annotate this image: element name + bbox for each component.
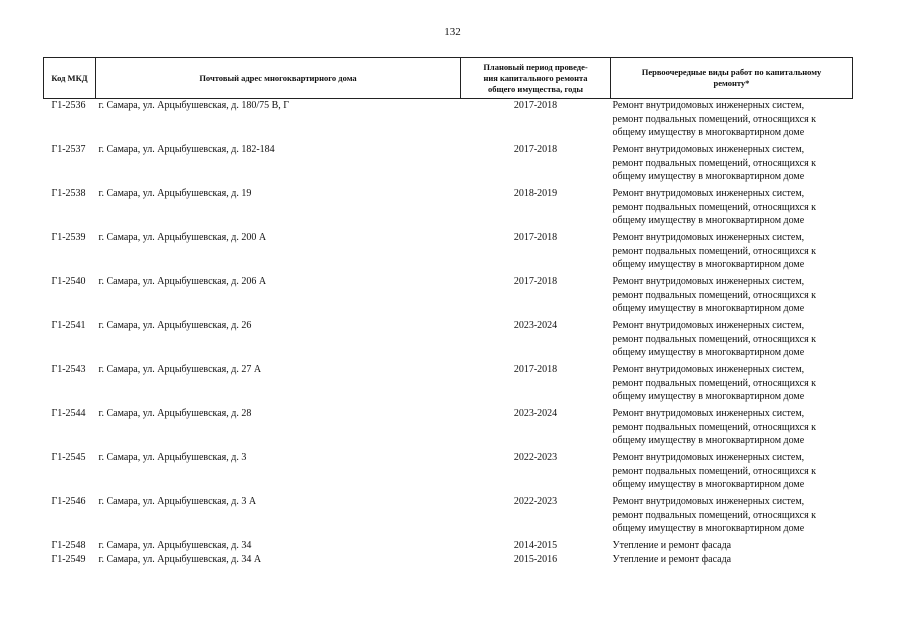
row-works-line: общему имуществу в многоквартирном доме (612, 215, 805, 226)
row-works (611, 275, 853, 319)
row-address: г. Самара, ул. Арцыбушевская, д. 3 (98, 452, 247, 463)
row-code: Г1-2543 (51, 364, 86, 375)
row-address: г. Самара, ул. Арцыбушевская, д. 27 А (98, 364, 262, 375)
row-code: Г1-2536 (51, 100, 86, 111)
row-code: Г1-2540 (51, 276, 86, 287)
row-works-line: ремонт подвальных помещений, относящихся к (612, 201, 817, 213)
row-period: 2023-2024 (513, 408, 558, 419)
row-works-line: общему имуществу в многоквартирном доме (612, 479, 805, 490)
header-works (611, 58, 853, 99)
row-works-line: Ремонт внутридомовых инженерных систем, (612, 452, 805, 463)
row-works (611, 495, 853, 539)
row-works (611, 187, 853, 231)
row-works-line: ремонт подвальных помещений, относящихся к (612, 113, 817, 125)
row-period: 2023-2024 (513, 320, 558, 331)
row-works-line: общему имуществу в многоквартирном доме (612, 523, 805, 534)
row-address: г. Самара, ул. Арцыбушевская, д. 3 А (98, 496, 257, 507)
row-works-line: Ремонт внутридомовых инженерных систем, (612, 188, 805, 199)
row-works-line: Ремонт внутридомовых инженерных систем, (612, 320, 805, 331)
row-period: 2017-2018 (513, 232, 558, 243)
table-row (44, 539, 853, 553)
row-works (611, 99, 853, 144)
row-works-line: Ремонт внутридомовых инженерных систем, (612, 408, 805, 419)
row-works-line: Ремонт внутридомовых инженерных систем, (612, 276, 805, 287)
row-works-line: Утепление и ремонт фасада (612, 554, 732, 565)
row-works-line: ремонт подвальных помещений, относящихся к (612, 421, 817, 433)
table-row (44, 319, 853, 363)
row-works (611, 363, 853, 407)
header-period-line: ния капитального ремонта (483, 72, 588, 83)
row-address: г. Самара, ул. Арцыбушевская, д. 180/75 В, Г (98, 100, 290, 111)
row-address: г. Самара, ул. Арцыбушевская, д. 19 (98, 188, 252, 199)
header-period-line: общего имущества, годы (487, 83, 584, 94)
row-period: 2022-2023 (513, 452, 558, 463)
row-period: 2017-2018 (513, 276, 558, 287)
row-works-line: Утепление и ремонт фасада (612, 540, 732, 551)
row-works-line: общему имуществу в многоквартирном доме (612, 127, 805, 138)
row-period: 2015-2016 (513, 554, 558, 565)
row-works-line: ремонт подвальных помещений, относящихся к (612, 289, 817, 301)
row-works-line: общему имуществу в многоквартирном доме (612, 435, 805, 446)
row-works-line: ремонт подвальных помещений, относящихся к (612, 377, 817, 389)
row-address: г. Самара, ул. Арцыбушевская, д. 34 А (98, 554, 262, 565)
row-code: Г1-2537 (51, 144, 86, 155)
row-period: 2017-2018 (513, 144, 558, 155)
row-code: Г1-2538 (51, 188, 86, 199)
row-works-line: ремонт подвальных помещений, относящихся к (612, 157, 817, 169)
header-period-line: Плановый период проведе- (483, 61, 588, 72)
row-code: Г1-2549 (51, 554, 86, 565)
row-works (611, 451, 853, 495)
table-row (44, 407, 853, 451)
table-row (44, 363, 853, 407)
row-works-line: Ремонт внутридомовых инженерных систем, (612, 144, 805, 155)
table-row (44, 275, 853, 319)
table-row (44, 99, 853, 144)
table-row (44, 231, 853, 275)
row-period: 2018-2019 (513, 188, 558, 199)
table-header-row (44, 58, 853, 99)
row-period: 2017-2018 (513, 364, 558, 375)
table-row (44, 553, 853, 567)
row-code: Г1-2544 (51, 408, 86, 419)
row-address: г. Самара, ул. Арцыбушевская, д. 182-184 (98, 144, 275, 155)
row-works (611, 319, 853, 363)
row-code: Г1-2539 (51, 232, 86, 243)
row-period: 2022-2023 (513, 496, 558, 507)
row-works-line: общему имуществу в многоквартирном доме (612, 171, 805, 182)
row-code: Г1-2541 (51, 320, 86, 331)
row-period: 2017-2018 (513, 100, 558, 111)
row-address: г. Самара, ул. Арцыбушевская, д. 26 (98, 320, 252, 331)
row-period: 2014-2015 (513, 540, 558, 551)
row-address: г. Самара, ул. Арцыбушевская, д. 206 А (98, 276, 267, 287)
row-works-line: ремонт подвальных помещений, относящихся к (612, 245, 817, 257)
row-code: Г1-2545 (51, 452, 86, 463)
row-address: г. Самара, ул. Арцыбушевская, д. 200 А (98, 232, 267, 243)
table-row (44, 143, 853, 187)
header-address: Почтовый адрес многоквартирного дома (96, 58, 461, 99)
row-works-line: Ремонт внутридомовых инженерных систем, (612, 232, 805, 243)
row-works-line: общему имуществу в многоквартирном доме (612, 259, 805, 270)
table-row (44, 495, 853, 539)
row-works (611, 553, 853, 567)
table-row (44, 451, 853, 495)
row-code: Г1-2546 (51, 496, 86, 507)
header-code: Код МКД (44, 58, 96, 99)
row-works-line: Ремонт внутридомовых инженерных систем, (612, 100, 805, 111)
table-body (44, 99, 853, 568)
row-works (611, 407, 853, 451)
page-number: 132 (444, 26, 461, 38)
row-works-line: ремонт подвальных помещений, относящихся к (612, 333, 817, 345)
table-row (44, 187, 853, 231)
row-works-line: ремонт подвальных помещений, относящихся к (612, 465, 817, 477)
row-address: г. Самара, ул. Арцыбушевская, д. 34 (98, 540, 252, 551)
row-address: г. Самара, ул. Арцыбушевская, д. 28 (98, 408, 252, 419)
row-works (611, 143, 853, 187)
row-works-line: Ремонт внутридомовых инженерных систем, (612, 496, 805, 507)
header-period (461, 58, 611, 99)
row-code: Г1-2548 (51, 540, 86, 551)
row-works-line: общему имуществу в многоквартирном доме (612, 347, 805, 358)
row-works (611, 539, 853, 553)
header-works-line: ремонту* (713, 78, 750, 88)
header-works-line: Первоочередные виды работ по капитальному (641, 67, 822, 77)
row-works-line: Ремонт внутридомовых инженерных систем, (612, 364, 805, 375)
row-works (611, 231, 853, 275)
row-works-line: ремонт подвальных помещений, относящихся к (612, 509, 817, 521)
repair-schedule-table (43, 57, 853, 567)
row-works-line: общему имуществу в многоквартирном доме (612, 303, 805, 314)
row-works-line: общему имуществу в многоквартирном доме (612, 391, 805, 402)
